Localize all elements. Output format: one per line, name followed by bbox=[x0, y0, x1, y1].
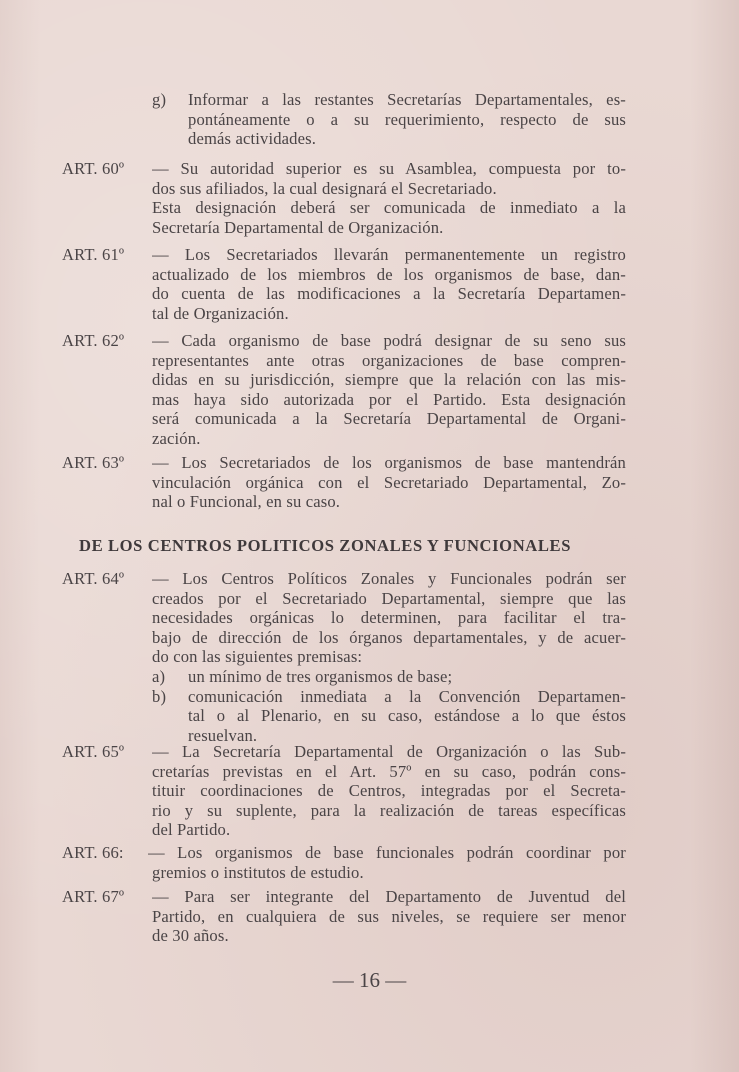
section-heading: DE LOS CENTROS POLITICOS ZONALES Y FUNCIONALES bbox=[79, 536, 572, 555]
list-item-marker: b) bbox=[152, 686, 167, 706]
article-label: ART. 64º bbox=[62, 569, 125, 588]
text-line: mas haya sido autorizada por el Partido. Esta designación bbox=[152, 389, 626, 409]
text-line: — Cada organismo de base podrá designar de su seno sus bbox=[152, 331, 626, 350]
text-line: Esta designación deberá ser comunicada de inmediato a la bbox=[152, 198, 626, 218]
text-line: tituir coordinaciones de Centros, integradas por el Secreta- bbox=[152, 781, 626, 801]
text-line: nal o Funcional, en su caso. bbox=[152, 492, 341, 512]
text-line: zación. bbox=[152, 428, 201, 448]
text-line: dos sus afiliados, la cual designará el Secretariado. bbox=[152, 178, 497, 198]
article-text bbox=[148, 843, 626, 882]
text-line: comunicación inmediata a la Convención Departamen- bbox=[188, 686, 626, 706]
text-line: cretarías previstas en el Art. 57º en su caso, podrán cons- bbox=[152, 761, 626, 781]
list-item-marker: a) bbox=[152, 667, 166, 686]
text-line: gremios o institutos de estudio. bbox=[152, 862, 364, 882]
article-text bbox=[152, 159, 626, 237]
text-line: — Los Secretariados llevarán permanentemente un registro bbox=[152, 245, 626, 264]
text-line: bajo de dirección de los órganos departamentales, y de acuer- bbox=[152, 627, 626, 647]
article-label: ART. 63º bbox=[62, 453, 125, 472]
article-text bbox=[152, 569, 626, 667]
text-line: del Partido. bbox=[152, 820, 231, 840]
list-item-text bbox=[188, 667, 626, 687]
text-line: necesidades orgánicas lo determinen, para facilitar el tra- bbox=[152, 608, 626, 628]
page-number: — 16 — bbox=[332, 968, 407, 992]
article-text bbox=[152, 245, 626, 323]
article-label: ART. 67º bbox=[62, 887, 125, 906]
text-line: do con las siguientes premisas: bbox=[152, 647, 363, 667]
text-line: rio y su suplente, para la realización de tareas específicas bbox=[152, 800, 626, 820]
text-line: representantes ante otras organizaciones de base compren- bbox=[152, 350, 626, 370]
article-label: ART. 61º bbox=[62, 245, 125, 264]
article-text bbox=[152, 331, 626, 449]
text-line: — Su autoridad superior es su Asamblea, compuesta por to- bbox=[152, 159, 626, 178]
text-line: Informar a las restantes Secretarías Departamentales, es- bbox=[188, 90, 626, 109]
text-line: do cuenta de las modificaciones a la Secretaría Departamen- bbox=[152, 284, 626, 304]
text-line: — Los organismos de base funcionales podrán coordinar por bbox=[148, 843, 626, 862]
text-line: tal o al Plenario, en su caso, estándose a lo que éstos bbox=[188, 706, 626, 726]
text-line: un mínimo de tres organismos de base; bbox=[188, 667, 453, 686]
text-line: tal de Organización. bbox=[152, 303, 289, 323]
text-line: será comunicada a la Secretaría Departamental de Organi- bbox=[152, 409, 626, 429]
list-item-text bbox=[188, 687, 626, 746]
text-line: de 30 años. bbox=[152, 926, 229, 946]
text-line: actualizado de los miembros de los organismos de base, dan- bbox=[152, 264, 626, 284]
text-line: creados por el Secretariado Departamental, siempre que las bbox=[152, 588, 626, 608]
text-line: — Los Centros Políticos Zonales y Funcionales podrán ser bbox=[152, 569, 626, 588]
text-line: resuelvan. bbox=[188, 725, 258, 745]
text-line: demás actividades. bbox=[188, 129, 317, 149]
article-label: ART. 66: bbox=[62, 843, 124, 862]
article-text bbox=[152, 887, 626, 946]
text-line: Partido, en cualquiera de sus niveles, se requiere ser menor bbox=[152, 906, 626, 926]
text-line: Secretaría Departamental de Organización. bbox=[152, 217, 444, 237]
intro-item bbox=[0, 90, 739, 152]
text-line: — Para ser integrante del Departamento de Juventud del bbox=[152, 887, 626, 906]
intro-item-marker: g) bbox=[152, 90, 167, 109]
article-text bbox=[152, 742, 626, 840]
article-label: ART. 60º bbox=[62, 159, 125, 178]
article-text bbox=[152, 453, 626, 512]
intro-item-text bbox=[188, 90, 626, 149]
text-line: — La Secretaría Departamental de Organización o las Sub- bbox=[152, 742, 626, 761]
text-line: vinculación orgánica con el Secretariado Departamental, Zo- bbox=[152, 472, 626, 492]
text-line: didas en su jurisdicción, siempre que la relación con las mis- bbox=[152, 370, 626, 390]
text-line: — Los Secretariados de los organismos de base mantendrán bbox=[152, 453, 626, 472]
article-label: ART. 65º bbox=[62, 742, 125, 761]
article-label: ART. 62º bbox=[62, 331, 125, 350]
text-line: pontáneamente o a su requerimiento, respecto de sus bbox=[188, 109, 626, 129]
